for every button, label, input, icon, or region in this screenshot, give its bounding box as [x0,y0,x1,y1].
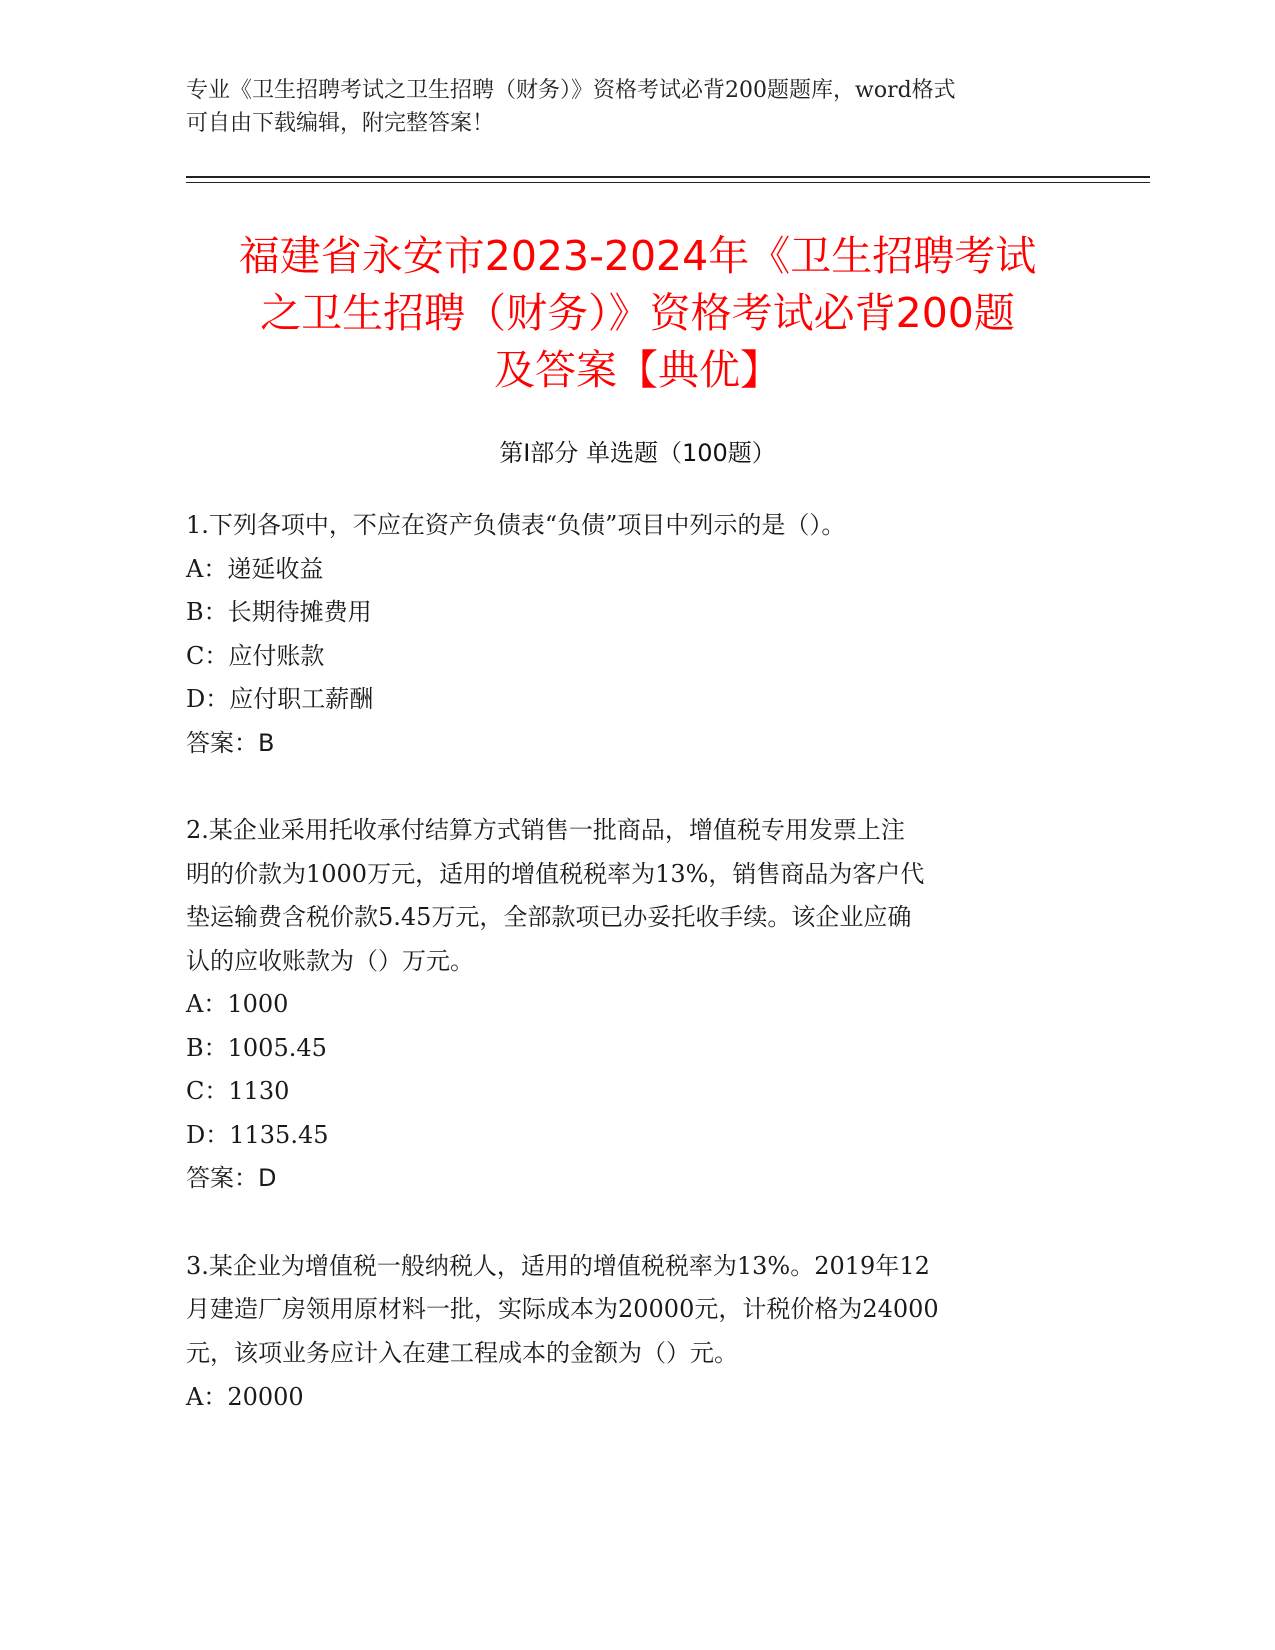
question-3-option-a: A：20000 [186,1383,304,1411]
document-title [150,228,1125,399]
question-1-stem: 1.下列各项中，不应在资产负债表“负债”项目中列示的是（）。 [186,511,846,539]
question-2-option-a: A：1000 [186,990,289,1018]
question-3-stem: 月建造厂房领用原材料一批，实际成本为20000元，计税价格为24000 [186,1295,939,1323]
header-note-line: 可自由下载编辑，附完整答案！ [186,111,495,136]
title-line: 福建省永安市2023-2024年《卫生招聘考试 [238,232,1037,280]
question-1-answer: 答案：B [186,729,275,757]
question-2-answer: 答案：D [186,1164,277,1192]
question-1-option-c: C：应付账款 [186,642,325,670]
question-1-option-d: D：应付职工薪酬 [186,685,374,713]
question-2-option-c: C：1130 [186,1077,290,1105]
question-2-stem: 垫运输费含税价款5.45万元，全部款项已办妥托收手续。该企业应确 [186,903,912,931]
question-3-stem: 元，该项业务应计入在建工程成本的金额为（）元。 [186,1339,738,1367]
question-2-stem: 认的应收账款为（）万元。 [186,947,474,975]
question-2-option-b: B：1005.45 [186,1034,327,1062]
header-divider-thin [186,182,1150,183]
question-1-option-b: B：长期待摊费用 [186,598,372,626]
question-2-stem: 明的价款为1000万元，适用的增值税税率为13%，销售商品为客户代 [186,860,925,888]
header-note-line: 专业《卫生招聘考试之卫生招聘（财务）》资格考试必背200题题库，word格式 [186,78,956,103]
title-line: 及答案【典优】 [494,346,781,394]
question-1-option-a: A：递延收益 [186,555,324,583]
header-note [186,74,1066,140]
section-title: 第I部分 单选题（100题） [499,439,776,467]
question-2-option-d: D：1135.45 [186,1121,329,1149]
header-divider [186,176,1150,178]
question-2-stem: 2.某企业采用托收承付结算方式销售一批商品，增值税专用发票上注 [186,816,905,844]
question-3-stem: 3.某企业为增值税一般纳税人，适用的增值税税率为13%。2019年12 [186,1252,930,1280]
title-line: 之卫生招聘（财务）》资格考试必背200题 [260,289,1015,337]
